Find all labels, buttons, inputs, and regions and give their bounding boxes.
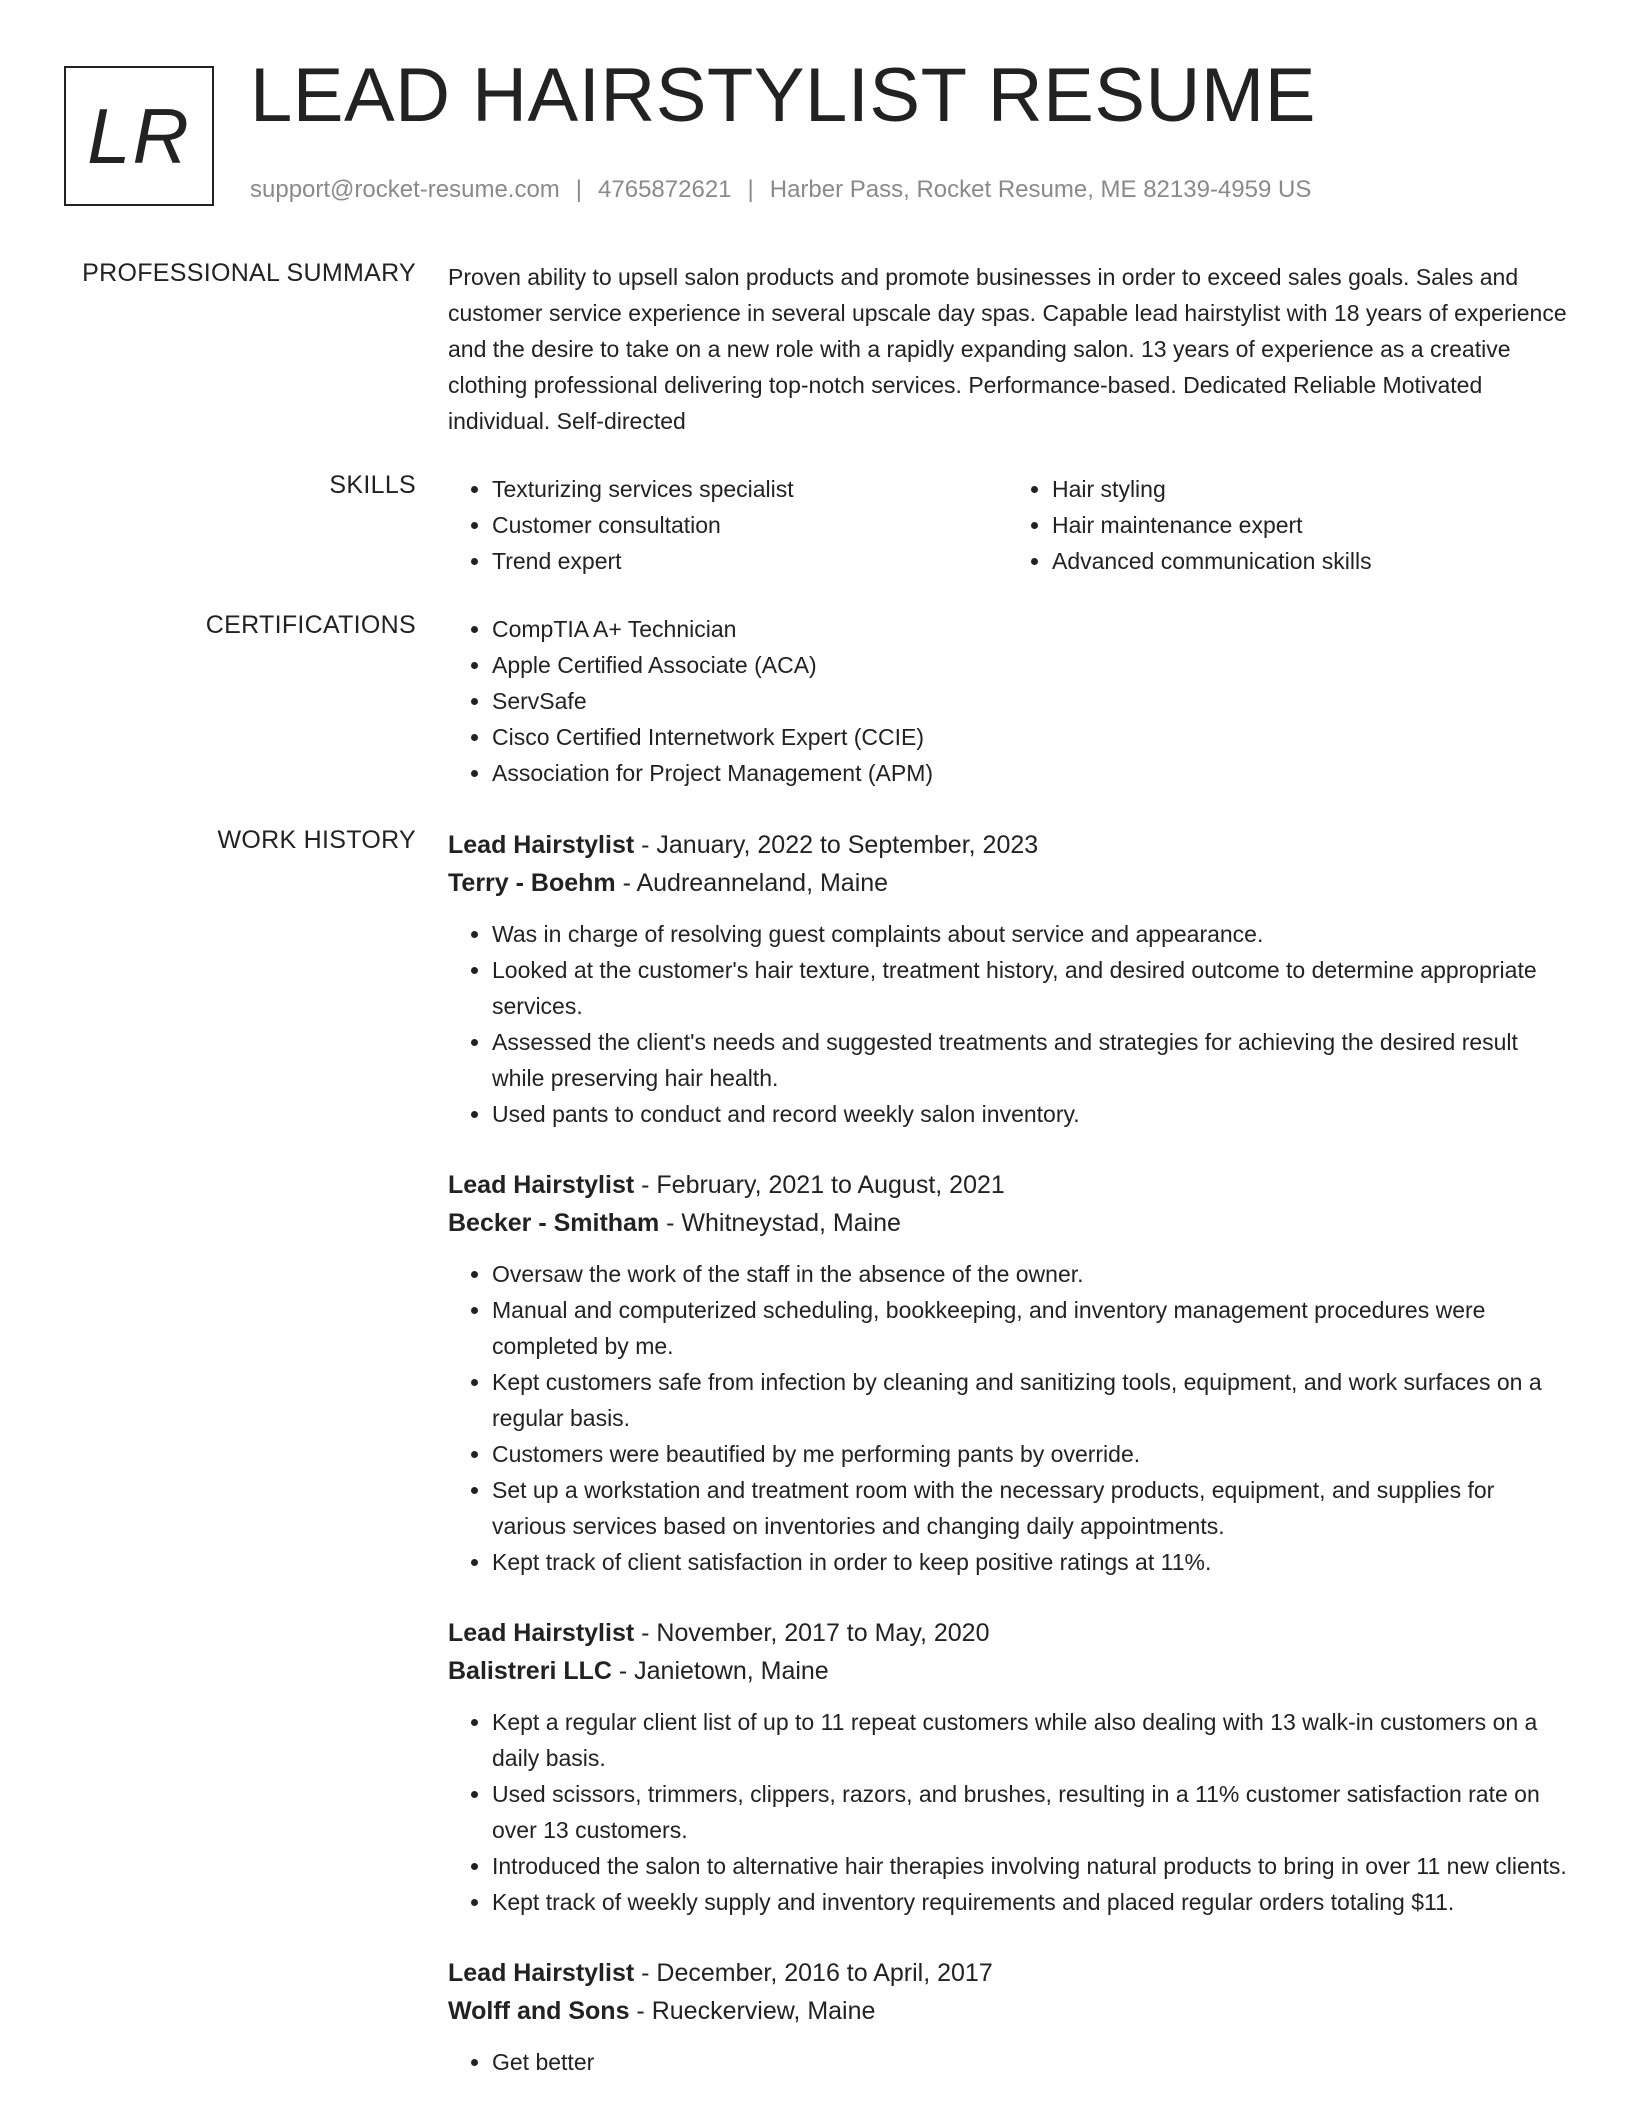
job-bullet: • Kept track of client satisfaction in order to keep positive ratings at 11%. <box>492 1544 1568 1580</box>
certifications-list <box>448 611 1568 791</box>
skill-item: • Customer consultation <box>492 507 1008 543</box>
job-entry <box>448 1166 1568 1580</box>
monogram-logo: LR <box>64 66 214 206</box>
job-entry <box>448 1954 1568 2080</box>
certification-item: • Apple Certified Associate (ACA) <box>492 647 1568 683</box>
certification-item: • ServSafe <box>492 683 1568 719</box>
job-bullet: • Get better <box>492 2044 1568 2080</box>
job-title: Lead Hairstylist <box>448 831 635 859</box>
job-dates: - February, 2021 to August, 2021 <box>634 1171 1005 1199</box>
job-bullet: • Set up a workstation and treatment room with the necessary products, equipment, and supplies for various services based on inventories and changing daily appointments. <box>492 1472 1568 1544</box>
job-entry <box>448 1614 1568 1920</box>
job-title: Lead Hairstylist <box>448 1171 635 1199</box>
job-bullet: • Was in charge of resolving guest complaints about service and appearance. <box>492 916 1568 952</box>
job-company: Wolff and Sons <box>448 1997 630 2025</box>
contact-line <box>250 176 1311 204</box>
job-bullet: • Used scissors, trimmers, clippers, razors, and brushes, resulting in a 11% customer satisfaction rate on over 13 customers. <box>492 1776 1568 1848</box>
job-bullets <box>448 2044 1568 2080</box>
job-bullet: • Oversaw the work of the staff in the absence of the owner. <box>492 1256 1568 1292</box>
summary-label: PROFESSIONAL SUMMARY <box>82 259 416 287</box>
contact-separator: | <box>747 176 754 203</box>
resume-title: LEAD HAIRSTYLIST RESUME <box>250 53 1316 138</box>
job-bullet: • Introduced the salon to alternative hair therapies involving natural products to bring in over 11 new clients. <box>492 1848 1568 1884</box>
job-bullet: • Customers were beautified by me performing pants by override. <box>492 1436 1568 1472</box>
contact-phone[interactable]: 4765872621 <box>598 176 732 203</box>
job-bullet: • Looked at the customer's hair texture, treatment history, and desired outcome to determine appropriate services. <box>492 952 1568 1024</box>
job-bullet: • Manual and computerized scheduling, bookkeeping, and inventory management procedures were completed by me. <box>492 1292 1568 1364</box>
skill-item: • Trend expert <box>492 543 1008 579</box>
job-title: Lead Hairstylist <box>448 1959 635 1987</box>
job-bullet: • Assessed the client's needs and suggested treatments and strategies for achieving the desired result while preserving hair health. <box>492 1024 1568 1096</box>
skills-label: SKILLS <box>329 471 416 499</box>
skill-item: • Texturizing services specialist <box>492 471 1008 507</box>
job-entry <box>448 826 1568 1132</box>
job-company: Becker - Smitham <box>448 1209 660 1237</box>
job-bullets <box>448 1704 1568 1920</box>
job-location: - Audreanneland, Maine <box>615 869 889 897</box>
skill-item: • Hair styling <box>1052 471 1568 507</box>
job-location: - Janietown, Maine <box>611 1657 829 1685</box>
job-bullets <box>448 1256 1568 1580</box>
job-dates: - November, 2017 to May, 2020 <box>634 1619 990 1647</box>
job-dates: - December, 2016 to April, 2017 <box>634 1959 993 1987</box>
job-location: - Rueckerview, Maine <box>629 1997 876 2025</box>
skills-list-left <box>448 471 1008 579</box>
work-history-label: WORK HISTORY <box>217 826 416 854</box>
contact-email[interactable]: support@rocket-resume.com <box>250 176 560 203</box>
contact-separator: | <box>575 176 583 203</box>
job-title: Lead Hairstylist <box>448 1619 635 1647</box>
job-dates: - January, 2022 to September, 2023 <box>634 831 1039 859</box>
skill-item: • Advanced communication skills <box>1052 543 1568 579</box>
job-location: - Whitneystad, Maine <box>659 1209 901 1237</box>
skills-list-right <box>1008 471 1568 579</box>
job-company: Balistreri LLC <box>448 1657 612 1685</box>
job-bullets <box>448 916 1568 1132</box>
certifications-label: CERTIFICATIONS <box>205 611 416 639</box>
certification-item: • Cisco Certified Internetwork Expert (CCIE) <box>492 719 1568 755</box>
job-company: Terry - Boehm <box>448 869 616 897</box>
certification-item: • CompTIA A+ Technician <box>492 611 1568 647</box>
summary-text: Proven ability to upsell salon products and promote businesses in order to exceed sales goals. Sales and customer service experience in several upscale day spas. Capable lead hairstylist with 18 years of experience and the desire to take on a new role with a rapidly expanding salon. 13 years of experience as a creative clothing professional delivering top-notch services. Performance-based. Dedicated Reliable Motivated individual. Self-directed <box>448 264 1567 434</box>
job-bullet: • Used pants to conduct and record weekly salon inventory. <box>492 1096 1568 1132</box>
contact-address: Harber Pass, Rocket Resume, ME 82139-4959 US <box>769 176 1312 203</box>
skill-item: • Hair maintenance expert <box>1052 507 1568 543</box>
job-bullet: • Kept a regular client list of up to 11 repeat customers while also dealing with 13 walk-in customers on a daily basis. <box>492 1704 1568 1776</box>
certification-item: • Association for Project Management (APM) <box>492 755 1568 791</box>
job-bullet: • Kept customers safe from infection by cleaning and sanitizing tools, equipment, and work surfaces on a regular basis. <box>492 1364 1568 1436</box>
job-bullet: • Kept track of weekly supply and inventory requirements and placed regular orders totaling $11. <box>492 1884 1568 1920</box>
